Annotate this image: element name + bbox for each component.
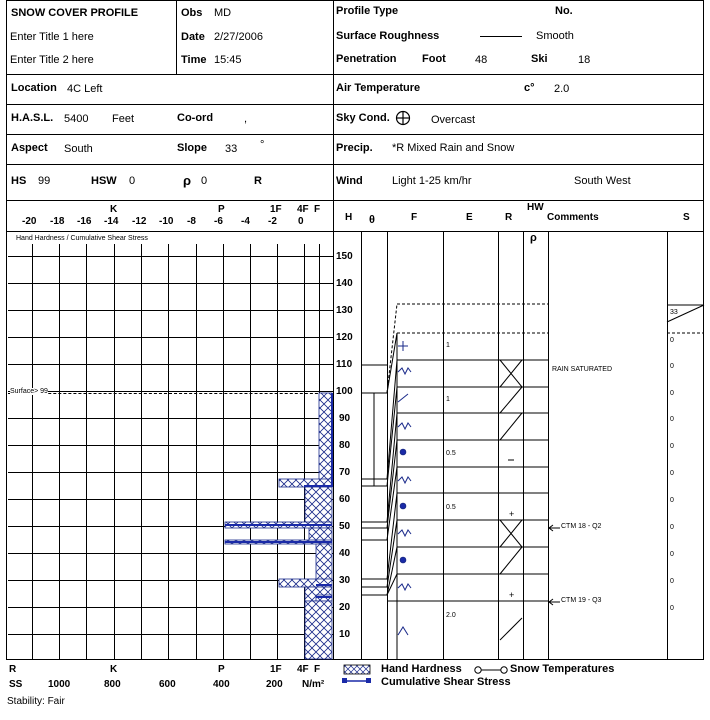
- hardness-tick: -20: [22, 216, 37, 227]
- hardness-caption: Hand Hardness / Cumulative Shear Stress: [16, 235, 148, 242]
- precip-label: Precip.: [336, 142, 373, 154]
- height-tick: 10: [339, 629, 351, 640]
- col-rho-header: ρ: [530, 232, 537, 244]
- legend-shear: Cumulative Shear Stress: [381, 676, 511, 688]
- location-value: 4C Left: [67, 83, 103, 95]
- e-value: 1: [446, 342, 450, 349]
- col-e-header: E: [466, 212, 473, 223]
- resistance-plus: +: [509, 509, 515, 519]
- e-value: 0.5: [446, 450, 456, 457]
- height-tick: 20: [339, 602, 351, 613]
- slope-unit: °: [260, 139, 265, 151]
- p-label: P: [218, 204, 225, 215]
- obs-label: Obs: [181, 7, 203, 19]
- profile-title: SNOW COVER PROFILE: [11, 7, 139, 19]
- e-value: 0.5: [446, 504, 456, 511]
- s-value: 0: [670, 443, 674, 450]
- hasl-value: 5400: [64, 113, 89, 125]
- col-comments-header: Comments: [547, 212, 599, 223]
- location-label: Location: [11, 82, 57, 94]
- height-tick: 130: [336, 305, 353, 316]
- hs-label: HS: [11, 175, 27, 187]
- k-label: K: [110, 204, 118, 215]
- comment-arrows: [549, 525, 560, 605]
- coord-value: ,: [244, 113, 248, 125]
- height-tick: 110: [336, 359, 353, 370]
- hsw-value: 0: [129, 175, 136, 187]
- col-r-header: R: [505, 212, 513, 223]
- time-value: 15:45: [214, 54, 242, 66]
- f-label: F: [314, 204, 321, 215]
- ss-tick: 200: [266, 679, 283, 690]
- col-hw-header: HW: [527, 202, 544, 213]
- no-label: No.: [555, 5, 573, 17]
- s-value: 0: [670, 416, 674, 423]
- hardness-tick: -2: [268, 216, 277, 227]
- col-f-header: F: [411, 212, 418, 223]
- height-tick: 100: [336, 386, 353, 397]
- obs-value: MD: [214, 7, 232, 19]
- s-value: 33: [670, 309, 678, 316]
- coord-label: Co-ord: [177, 112, 214, 124]
- wind-label: Wind: [336, 175, 363, 187]
- 1f-label: 1F: [270, 204, 282, 215]
- ss-unit: N/m²: [302, 679, 325, 690]
- s-value: 0: [670, 390, 674, 397]
- hardness-tick: -6: [214, 216, 223, 227]
- date-value: 2/27/2006: [214, 31, 263, 43]
- ss-tick: 600: [159, 679, 176, 690]
- layer-rows: [397, 333, 548, 660]
- bottom-1f-label: 1F: [270, 664, 282, 675]
- air-temp-label: Air Temperature: [336, 82, 421, 94]
- air-temp-unit: c°: [524, 82, 535, 94]
- comment-ctm-1: CTM 18 - Q2: [561, 523, 602, 530]
- hardness-tick: 0: [298, 216, 304, 227]
- height-tick: 30: [339, 575, 351, 586]
- ss-tick: 400: [213, 679, 230, 690]
- comment-ctm-2: CTM 19 - Q3: [561, 597, 602, 604]
- s-value: 0: [670, 524, 674, 531]
- ss-tick: 800: [104, 679, 121, 690]
- hs-value: 99: [38, 175, 51, 187]
- height-tick: 120: [336, 332, 353, 343]
- height-tick: 80: [339, 440, 351, 451]
- hsw-label: HSW: [91, 175, 117, 187]
- slope-value: 33: [225, 143, 238, 155]
- hardness-tick: -14: [104, 216, 119, 227]
- grain-form-icons: [398, 341, 411, 635]
- title-2[interactable]: Enter Title 2 here: [10, 54, 94, 66]
- wind-direction: South West: [574, 175, 631, 187]
- stability-rating: Stability: Fair: [7, 696, 65, 707]
- height-tick: 50: [339, 521, 351, 532]
- aspect-label: Aspect: [11, 142, 48, 154]
- bottom-r-label: R: [9, 664, 17, 675]
- surface-marker: Surface> 99: [10, 388, 48, 395]
- height-tick: 60: [339, 494, 351, 505]
- r-label: R: [254, 175, 262, 187]
- time-label: Time: [181, 54, 207, 66]
- col-theta-header: θ: [369, 214, 375, 226]
- surface-roughness-label: Surface Roughness: [336, 30, 440, 42]
- bottom-k-label: K: [110, 664, 118, 675]
- ski-label: Ski: [531, 53, 548, 65]
- hasl-label: H.A.S.L.: [11, 112, 54, 124]
- hardness-tick: -16: [77, 216, 92, 227]
- hardness-tick: -4: [241, 216, 250, 227]
- date-label: Date: [181, 31, 205, 43]
- hardness-tick: -8: [187, 216, 196, 227]
- 4f-label: 4F: [297, 204, 309, 215]
- height-tick: 70: [339, 467, 351, 478]
- e-value: 1: [446, 396, 450, 403]
- legend-icons: [342, 663, 374, 687]
- wind-value: Light 1-25 km/hr: [392, 175, 472, 187]
- s-value: 0: [670, 363, 674, 370]
- e-value: 2.0: [446, 612, 456, 619]
- bottom-ss-label: SS: [9, 679, 23, 690]
- s-value: 0: [670, 470, 674, 477]
- layer-boundaries: [361, 333, 397, 601]
- sky-value: Overcast: [431, 114, 476, 126]
- foot-label: Foot: [422, 53, 446, 65]
- s-value: 0: [670, 337, 674, 344]
- aspect-value: South: [64, 143, 93, 155]
- col-h-header: H: [345, 212, 353, 223]
- density-label: ρ: [183, 173, 192, 188]
- snow-temperature-legend-icon: [474, 665, 508, 675]
- height-tick: 150: [336, 251, 353, 262]
- s-value: 0: [670, 605, 674, 612]
- s-value: 0: [670, 497, 674, 504]
- foot-value: 48: [475, 54, 488, 66]
- height-tick: 90: [339, 413, 351, 424]
- height-tick: 40: [339, 548, 351, 559]
- legend-hand-hardness: Hand Hardness: [381, 663, 462, 675]
- comment-rain: RAIN SATURATED: [552, 366, 613, 373]
- hardness-tick: -18: [50, 216, 65, 227]
- height-tick: 140: [336, 278, 353, 289]
- hardness-tick: -10: [159, 216, 174, 227]
- penetration-label: Penetration: [336, 53, 397, 65]
- bottom-p-label: P: [218, 664, 225, 675]
- col-s-header: S: [683, 212, 690, 223]
- resistance-plus: +: [509, 590, 515, 600]
- slope-label: Slope: [177, 142, 207, 154]
- sky-label: Sky Cond.: [336, 112, 390, 124]
- surface-roughness-value: Smooth: [536, 30, 574, 42]
- density-value: 0: [201, 175, 208, 187]
- hasl-unit: Feet: [112, 113, 135, 125]
- title-1[interactable]: Enter Title 1 here: [10, 31, 94, 43]
- legend-snow-temps: Snow Temperatures: [510, 663, 615, 675]
- s-value: 0: [670, 551, 674, 558]
- precip-value: *R Mixed Rain and Snow: [392, 142, 515, 154]
- air-temp-value: 2.0: [554, 83, 570, 95]
- s-value: 0: [670, 578, 674, 585]
- profile-type-label: Profile Type: [336, 5, 399, 17]
- ss-tick: 1000: [48, 679, 71, 690]
- surface-dashes: [387, 304, 704, 393]
- bottom-4f-label: 4F: [297, 664, 309, 675]
- hand-hardness-legend-icon: [344, 665, 370, 674]
- hardness-tick: -12: [132, 216, 147, 227]
- bottom-f-label: F: [314, 664, 321, 675]
- ski-value: 18: [578, 54, 591, 66]
